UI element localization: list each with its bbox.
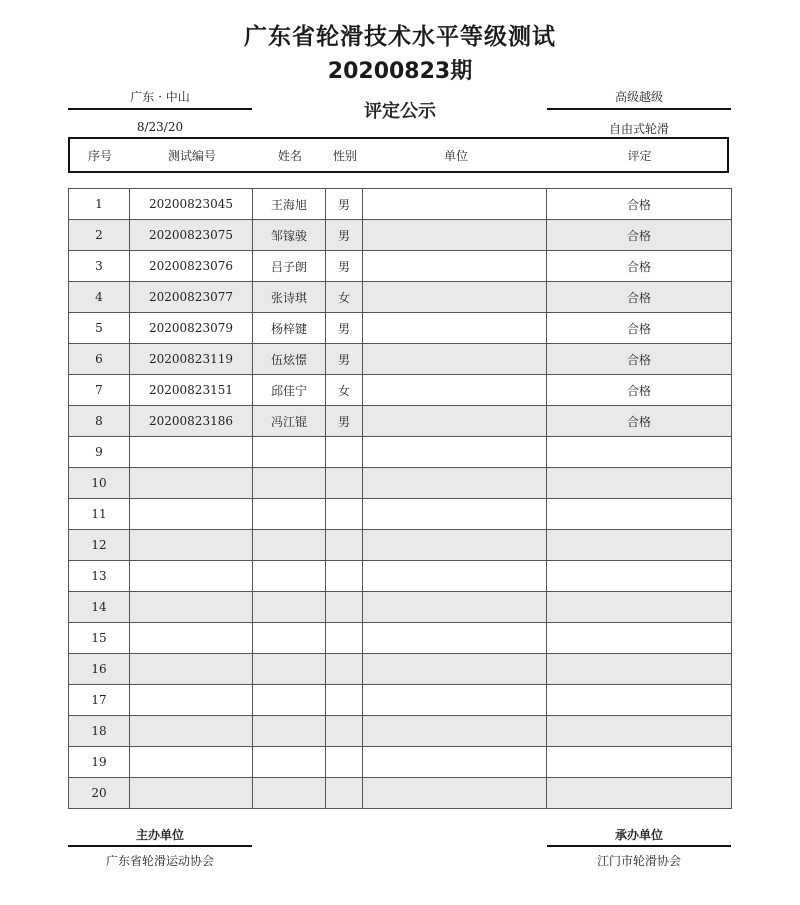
cell-gender [326, 778, 363, 809]
organizer-name: 广东省轮滑运动协会 [105, 854, 214, 868]
cell-index: 5 [69, 313, 130, 344]
cell-unit [363, 530, 547, 561]
cell-rating: 合格 [547, 313, 732, 344]
cell-unit [363, 623, 547, 654]
cell-name [253, 747, 326, 778]
cell-name [253, 437, 326, 468]
cell-unit [363, 220, 547, 251]
table-row [69, 499, 732, 530]
cell-gender: 男 [326, 406, 363, 437]
cell-name [253, 468, 326, 499]
level: 高级越级 [614, 90, 663, 104]
table-row [69, 437, 732, 468]
subtitle: 评定公示 [364, 101, 436, 122]
table-row [69, 220, 732, 251]
cell-gender [326, 747, 363, 778]
cell-test-id: 20200823076 [130, 251, 253, 282]
cell-name [253, 623, 326, 654]
cell-rating: 合格 [547, 189, 732, 220]
cell-name [253, 530, 326, 561]
table-row [69, 561, 732, 592]
cell-index: 19 [69, 747, 130, 778]
cell-test-id: 20200823186 [130, 406, 253, 437]
cell-name [253, 778, 326, 809]
organizer-label: 主办单位 [135, 828, 184, 842]
cell-rating [547, 592, 732, 623]
cell-unit [363, 468, 547, 499]
table-row [69, 530, 732, 561]
table-row [69, 468, 732, 499]
test-date: 8/23/20 [136, 120, 184, 134]
cell-rating [547, 716, 732, 747]
cell-gender [326, 654, 363, 685]
table-row [69, 344, 732, 375]
cell-rating: 合格 [547, 406, 732, 437]
cell-name: 王海旭 [253, 189, 326, 220]
cell-index: 2 [69, 220, 130, 251]
cell-test-id [130, 623, 253, 654]
table-row [69, 716, 732, 747]
header-index: 序号 [87, 149, 112, 163]
cell-test-id: 20200823077 [130, 282, 253, 313]
cell-gender [326, 437, 363, 468]
cell-index: 7 [69, 375, 130, 406]
cell-index: 9 [69, 437, 130, 468]
cell-index: 14 [69, 592, 130, 623]
cell-index: 20 [69, 778, 130, 809]
table-row [69, 313, 732, 344]
cell-index: 17 [69, 685, 130, 716]
cell-gender: 男 [326, 189, 363, 220]
cell-rating [547, 778, 732, 809]
cell-name [253, 716, 326, 747]
cell-unit [363, 313, 547, 344]
cell-name: 张诗琪 [253, 282, 326, 313]
cell-rating: 合格 [547, 344, 732, 375]
results-table [68, 188, 732, 809]
right-divider [547, 108, 731, 110]
cell-test-id [130, 592, 253, 623]
organizer-divider [68, 845, 252, 847]
cell-test-id [130, 561, 253, 592]
cell-index: 8 [69, 406, 130, 437]
cell-index: 3 [69, 251, 130, 282]
host-label: 承办单位 [614, 828, 663, 842]
cell-rating [547, 623, 732, 654]
cell-gender: 女 [326, 282, 363, 313]
cell-gender: 女 [326, 375, 363, 406]
cell-test-id [130, 716, 253, 747]
table-row [69, 592, 732, 623]
cell-unit [363, 716, 547, 747]
cell-rating [547, 468, 732, 499]
cell-unit [363, 747, 547, 778]
discipline: 自由式轮滑 [608, 122, 669, 136]
table-row [69, 623, 732, 654]
cell-index: 18 [69, 716, 130, 747]
cell-test-id: 20200823045 [130, 189, 253, 220]
cell-test-id [130, 685, 253, 716]
cell-index: 10 [69, 468, 130, 499]
cell-rating [547, 747, 732, 778]
table-row [69, 406, 732, 437]
cell-gender: 男 [326, 220, 363, 251]
header-unit: 单位 [443, 149, 468, 163]
table-row [69, 778, 732, 809]
cell-test-id: 20200823119 [130, 344, 253, 375]
table-header [68, 137, 729, 173]
cell-gender [326, 499, 363, 530]
cell-name [253, 561, 326, 592]
cell-rating [547, 499, 732, 530]
cell-rating: 合格 [547, 282, 732, 313]
cell-rating [547, 437, 732, 468]
cell-gender [326, 685, 363, 716]
table-row [69, 685, 732, 716]
cell-name [253, 685, 326, 716]
cell-unit [363, 189, 547, 220]
cell-rating [547, 561, 732, 592]
cell-index: 13 [69, 561, 130, 592]
cell-rating [547, 654, 732, 685]
cell-unit [363, 344, 547, 375]
cell-index: 11 [69, 499, 130, 530]
cell-test-id [130, 530, 253, 561]
cell-index: 12 [69, 530, 130, 561]
cell-gender [326, 592, 363, 623]
header-test-id: 测试编号 [167, 149, 216, 163]
table-row [69, 251, 732, 282]
cell-test-id [130, 499, 253, 530]
table-row [69, 282, 732, 313]
cell-test-id [130, 468, 253, 499]
cell-test-id [130, 437, 253, 468]
cell-gender [326, 623, 363, 654]
cell-unit [363, 499, 547, 530]
cell-index: 1 [69, 189, 130, 220]
cell-test-id [130, 747, 253, 778]
document-title: 广东省轮滑技术水平等级测试 [244, 24, 556, 50]
table-row [69, 375, 732, 406]
cell-gender [326, 468, 363, 499]
cell-name: 杨梓键 [253, 313, 326, 344]
cell-name [253, 592, 326, 623]
cell-unit [363, 561, 547, 592]
cell-index: 4 [69, 282, 130, 313]
header-rating: 评定 [627, 149, 652, 163]
left-divider [68, 108, 252, 110]
cell-unit [363, 282, 547, 313]
cell-unit [363, 778, 547, 809]
host-name: 江门市轮滑协会 [596, 854, 681, 868]
header-gender: 性别 [332, 149, 357, 163]
location: 广东 · 中山 [130, 90, 190, 104]
cell-rating [547, 530, 732, 561]
cell-test-id: 20200823079 [130, 313, 253, 344]
cell-gender: 男 [326, 313, 363, 344]
cell-gender: 男 [326, 344, 363, 375]
cell-test-id [130, 654, 253, 685]
cell-gender [326, 561, 363, 592]
cell-index: 16 [69, 654, 130, 685]
cell-gender [326, 716, 363, 747]
cell-name: 邹镓骏 [253, 220, 326, 251]
cell-unit [363, 375, 547, 406]
cell-unit [363, 251, 547, 282]
cell-test-id [130, 778, 253, 809]
cell-index: 6 [69, 344, 130, 375]
cell-test-id: 20200823151 [130, 375, 253, 406]
cell-name: 冯江锟 [253, 406, 326, 437]
cell-rating: 合格 [547, 220, 732, 251]
cell-unit [363, 592, 547, 623]
cell-name: 吕子朗 [253, 251, 326, 282]
cell-rating [547, 685, 732, 716]
table-row [69, 189, 732, 220]
cell-unit [363, 406, 547, 437]
cell-unit [363, 654, 547, 685]
table-row [69, 747, 732, 778]
cell-gender [326, 530, 363, 561]
cell-index: 15 [69, 623, 130, 654]
table-row [69, 654, 732, 685]
cell-name: 邱佳宁 [253, 375, 326, 406]
cell-rating: 合格 [547, 375, 732, 406]
header-name: 姓名 [277, 149, 302, 163]
cell-name: 伍炫憬 [253, 344, 326, 375]
cell-name [253, 654, 326, 685]
cell-unit [363, 437, 547, 468]
cell-test-id: 20200823075 [130, 220, 253, 251]
issue-number: 20200823期 [327, 59, 473, 84]
cell-unit [363, 685, 547, 716]
cell-name [253, 499, 326, 530]
cell-rating: 合格 [547, 251, 732, 282]
cell-gender: 男 [326, 251, 363, 282]
host-divider [547, 845, 731, 847]
